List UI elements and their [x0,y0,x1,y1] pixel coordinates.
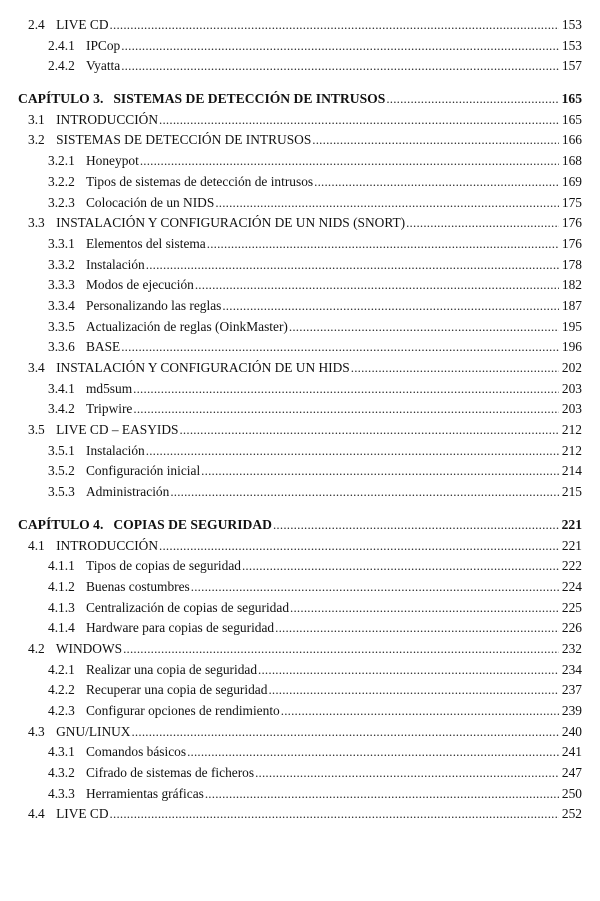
toc-entry-line [48,236,582,257]
toc-entry-line [28,538,582,559]
toc-entry-section[interactable] [0,422,600,443]
dot-leader [312,132,559,148]
toc-entry-page: 212 [561,422,582,438]
toc-entry-title: WINDOWS [52,640,123,656]
toc-entry-number: 3.3.4 [48,297,75,313]
dot-leader [110,806,559,822]
toc-entry-line [28,132,582,153]
dot-leader [159,538,559,554]
toc-entry-line [28,724,582,745]
toc-entry-text [28,724,130,740]
toc-entry-title: Colocación de un NIDS [86,194,215,210]
toc-entry-text [28,360,350,376]
dot-leader [205,786,559,802]
toc-entry-text [48,463,200,479]
table-of-contents [0,17,600,827]
toc-entry-page: 214 [561,463,582,479]
toc-entry-line [48,58,582,79]
toc-entry-page: 232 [561,640,582,656]
toc-entry-title: IPCop [86,37,121,53]
toc-entry-sub[interactable] [0,195,600,216]
toc-entry-text [48,703,280,719]
dot-leader [131,724,559,740]
toc-entry-sub[interactable] [0,662,600,683]
toc-entry-number: 4.1.4 [48,620,75,636]
toc-entry-number: 4.3.2 [48,765,75,781]
toc-entry-text [28,132,311,148]
toc-entry-line [48,703,582,724]
toc-entry-title: md5sum [86,380,133,396]
toc-entry-sub[interactable] [0,277,600,298]
dot-leader [258,662,559,678]
toc-entry-text [48,339,120,355]
toc-entry-number: 3.3.5 [48,318,75,334]
toc-entry-line [48,620,582,641]
dot-leader [121,58,559,74]
toc-entry-page: 221 [561,516,582,532]
toc-entry-line [28,112,582,133]
toc-entry-title: Configuración inicial [86,463,201,479]
toc-entry-page: 178 [561,256,582,272]
toc-entry-number: CAPÍTULO 3. [18,91,104,107]
toc-entry-text [48,195,214,211]
toc-entry-number: 4.4 [28,806,45,822]
toc-entry-text [48,298,221,314]
dot-leader [406,215,559,231]
toc-entry-line [28,806,582,827]
toc-entry-sub[interactable] [0,298,600,319]
toc-entry-page: 165 [561,91,582,107]
toc-entry-page: 215 [561,484,582,500]
toc-entry-sub[interactable] [0,174,600,195]
dot-leader [386,91,559,107]
toc-entry-text [48,682,267,698]
toc-entry-page: 203 [561,401,582,417]
toc-entry-text [48,600,289,616]
toc-entry-page: 166 [561,132,582,148]
toc-entry-title: Personalizando las reglas [86,297,222,313]
dot-leader [314,174,559,190]
toc-entry-line [48,277,582,298]
toc-entry-page: 157 [561,58,582,74]
toc-entry-line [28,17,582,38]
dot-leader [146,257,559,273]
dot-leader [110,17,559,33]
toc-entry-sub[interactable] [0,620,600,641]
toc-entry-page: 221 [561,537,582,553]
toc-entry-title: Hardware para copias de seguridad [86,620,275,636]
toc-entry-text [48,257,145,273]
toc-entry-sub[interactable] [0,703,600,724]
toc-entry-line [48,484,582,505]
toc-entry-number: 3.5 [28,422,45,438]
toc-entry-sub[interactable] [0,600,600,621]
toc-entry-line [48,339,582,360]
toc-entry-title: INSTALACIÓN Y CONFIGURACIÓN DE UN NIDS (SNORT) [52,215,406,231]
toc-entry-number: 3.3.2 [48,256,75,272]
toc-entry-text [48,484,169,500]
dot-leader [207,236,559,252]
toc-entry-sub[interactable] [0,236,600,257]
toc-entry-sub[interactable] [0,579,600,600]
toc-entry-title: LIVE CD [52,17,109,32]
chapter-gap [0,79,600,91]
toc-entry-number: 3.2 [28,132,45,148]
toc-entry-title: INSTALACIÓN Y CONFIGURACIÓN DE UN HIDS [52,360,350,375]
toc-entry-page: 202 [561,360,582,375]
toc-entry-page: 187 [561,297,582,313]
toc-entry-number: 2.4.2 [48,58,75,74]
toc-entry-section[interactable] [0,132,600,153]
toc-entry-number: 3.5.3 [48,484,75,500]
toc-entry-line [48,786,582,807]
toc-entry-text [48,744,186,760]
toc-entry-text [48,381,132,397]
dot-leader [159,112,559,128]
dot-leader [290,600,559,616]
toc-entry-title: Modos de ejecución [86,277,194,293]
dot-leader [187,744,559,760]
toc-entry-section[interactable] [0,360,600,381]
toc-entry-title: Recuperar una copia de seguridad [86,682,268,698]
toc-entry-text [48,765,254,781]
toc-entry-page: 226 [561,620,582,636]
toc-entry-number: 4.2.1 [48,661,75,677]
toc-entry-page: 241 [561,744,582,760]
toc-entry-line [48,579,582,600]
toc-entry-page: 153 [561,37,582,53]
toc-entry-number: 3.4.2 [48,401,75,417]
toc-entry-page: 153 [561,17,582,32]
toc-entry-number: 4.3 [28,723,45,739]
toc-entry-title: SISTEMAS DE DETECCIÓN DE INTRUSOS [52,132,312,148]
toc-entry-sub[interactable] [0,339,600,360]
toc-entry-page: 250 [561,785,582,801]
toc-entry-page: 168 [561,153,582,169]
toc-entry-page: 237 [561,682,582,698]
toc-entry-number: 4.1.2 [48,578,75,594]
toc-entry-number: 3.3.3 [48,277,75,293]
toc-entry-number: 3.4.1 [48,380,75,396]
toc-entry-text [48,153,139,169]
toc-entry-title: INTRODUCCIÓN [52,537,159,553]
toc-entry-line [28,360,582,381]
dot-leader [275,620,559,636]
toc-entry-page: 203 [561,380,582,396]
toc-entry-title: Herramientas gráficas [86,785,204,801]
toc-entry-text [48,174,313,190]
toc-entry-title: Honeypot [86,153,139,169]
toc-entry-title: Cifrado de sistemas de ficheros [86,765,255,781]
toc-entry-title: Tripwire [86,401,133,417]
toc-entry-text [48,319,288,335]
toc-entry-line [48,381,582,402]
dot-leader [140,153,559,169]
toc-entry-text [48,558,241,574]
toc-entry-line [48,153,582,174]
toc-entry-number: 2.4.1 [48,37,75,53]
toc-entry-page: 175 [561,194,582,210]
toc-entry-number: 3.2.2 [48,173,75,189]
toc-entry-title: GNU/LINUX [52,723,131,739]
toc-entry-line [18,517,582,538]
toc-entry-section[interactable] [0,538,600,559]
toc-entry-title: Administración [86,484,170,500]
toc-entry-line [48,600,582,621]
toc-entry-line [48,38,582,59]
dot-leader [191,579,559,595]
toc-entry-section[interactable] [0,724,600,745]
toc-entry-sub[interactable] [0,765,600,786]
toc-entry-page: 234 [561,661,582,677]
toc-entry-line [48,463,582,484]
toc-entry-sub[interactable] [0,257,600,278]
toc-entry-text [18,91,385,107]
dot-leader [273,517,559,533]
dot-leader [121,339,559,355]
toc-entry-title: Tipos de sistemas de detección de intrusos [86,173,314,189]
toc-entry-text [28,112,158,128]
toc-entry-page: 212 [561,442,582,458]
toc-entry-title: Instalación [86,442,145,458]
toc-entry-line [48,558,582,579]
toc-entry-line [28,641,582,662]
toc-entry-number: 4.1.1 [48,558,75,574]
dot-leader [146,443,559,459]
toc-entry-page: 239 [561,703,582,718]
toc-entry-section[interactable] [0,806,600,827]
dot-leader [123,641,559,657]
toc-entry-text [28,215,405,231]
toc-entry-text [48,236,206,252]
toc-entry-line [48,319,582,340]
toc-entry-line [48,195,582,216]
toc-entry-page: 240 [561,723,582,739]
toc-entry-number: 3.3 [28,215,45,231]
toc-entry-section[interactable] [0,112,600,133]
toc-entry-title: Realizar una copia de seguridad [86,661,258,677]
toc-entry-chapter[interactable] [0,91,600,112]
toc-entry-sub[interactable] [0,38,600,59]
toc-entry-line [48,744,582,765]
toc-entry-text [18,517,272,533]
toc-entry-title: Instalación [86,256,145,272]
toc-entry-line [48,682,582,703]
toc-entry-text [48,620,274,636]
toc-entry-text [28,538,158,554]
toc-entry-page: 176 [561,215,582,231]
toc-entry-title: Buenas costumbres [86,578,190,594]
toc-entry-line [48,662,582,683]
toc-entry-page: 225 [561,599,582,615]
dot-leader [268,682,559,698]
toc-entry-number: 3.3.6 [48,339,75,355]
toc-entry-title: COPIAS DE SEGURIDAD [113,516,272,532]
toc-entry-line [48,174,582,195]
dot-leader [133,401,559,417]
chapter-gap [0,505,600,517]
dot-leader [255,765,559,781]
toc-entry-text [28,641,122,657]
toc-entry-title: Elementos del sistema [86,235,206,251]
toc-entry-page: 196 [561,339,582,355]
dot-leader [133,381,559,397]
toc-entry-text [48,401,132,417]
toc-entry-sub[interactable] [0,319,600,340]
toc-entry-title: LIVE CD [52,806,109,822]
toc-entry-title: BASE [86,339,121,355]
toc-entry-number: 4.1.3 [48,599,75,615]
toc-entry-line [28,215,582,236]
toc-entry-number: 3.5.2 [48,463,75,479]
toc-entry-number: 4.2.2 [48,682,75,698]
toc-entry-number: 4.3.3 [48,785,75,801]
toc-entry-sub[interactable] [0,558,600,579]
toc-entry-page: 165 [561,111,582,127]
dot-leader [195,277,559,293]
toc-entry-number: 4.2.3 [48,703,75,718]
toc-entry-number: 4.2 [28,640,45,656]
toc-entry-text [48,38,120,54]
toc-entry-page: 176 [561,235,582,251]
dot-leader [281,703,559,719]
toc-entry-sub[interactable] [0,153,600,174]
toc-entry-text [28,422,178,438]
toc-entry-line [48,443,582,464]
toc-entry-text [48,579,190,595]
toc-entry-sub[interactable] [0,682,600,703]
toc-entry-number: 3.5.1 [48,442,75,458]
toc-entry-sub[interactable] [0,401,600,422]
toc-entry-section[interactable] [0,215,600,236]
toc-entry-text [28,806,109,822]
toc-entry-title: LIVE CD – EASYIDS [52,422,179,438]
toc-entry-number: 3.4 [28,360,45,375]
toc-entry-number: 4.3.1 [48,744,75,760]
toc-entry-page: 169 [561,173,582,189]
toc-entry-sub[interactable] [0,484,600,505]
toc-entry-line [28,422,582,443]
toc-entry-text [48,58,120,74]
toc-entry-sub[interactable] [0,381,600,402]
toc-entry-line [18,91,582,112]
toc-entry-title: Configurar opciones de rendimiento [86,703,280,718]
toc-entry-title: Actualización de reglas (OinkMaster) [86,318,288,334]
toc-entry-number: 3.1 [28,111,45,127]
toc-entry-title: INTRODUCCIÓN [52,111,159,127]
dot-leader [201,463,559,479]
toc-entry-number: 2.4 [28,17,45,32]
toc-entry-page: 195 [561,318,582,334]
toc-entry-text [48,662,257,678]
dot-leader [242,558,559,574]
toc-entry-number: 4.1 [28,537,45,553]
toc-entry-title: Centralización de copias de seguridad [86,599,290,615]
toc-entry-sub[interactable] [0,58,600,79]
toc-entry-line [48,401,582,422]
toc-entry-page: 247 [561,765,582,781]
toc-entry-number: 3.2.3 [48,194,75,210]
toc-entry-line [48,765,582,786]
toc-entry-line [48,298,582,319]
toc-entry-number: 3.2.1 [48,153,75,169]
toc-entry-number: CAPÍTULO 4. [18,516,104,532]
toc-entry-text [48,277,194,293]
toc-entry-page: 182 [561,277,582,293]
dot-leader [215,195,559,211]
dot-leader [289,319,559,335]
toc-entry-title: Vyatta [86,58,121,74]
toc-entry-title: SISTEMAS DE DETECCIÓN DE INTRUSOS [113,91,386,107]
toc-entry-text [48,786,204,802]
dot-leader [351,360,559,376]
toc-entry-page: 222 [561,558,582,574]
toc-entry-sub[interactable] [0,463,600,484]
toc-entry-section[interactable] [0,17,600,38]
dot-leader [179,422,559,438]
toc-entry-section[interactable] [0,641,600,662]
toc-entry-text [28,17,109,33]
dot-leader [121,38,559,54]
toc-entry-page: 224 [561,578,582,594]
toc-entry-line [48,257,582,278]
toc-entry-sub[interactable] [0,786,600,807]
toc-entry-sub[interactable] [0,744,600,765]
toc-entry-number: 3.3.1 [48,235,75,251]
toc-entry-sub[interactable] [0,443,600,464]
dot-leader [222,298,559,314]
toc-entry-page: 252 [561,806,582,822]
toc-entry-title: Comandos básicos [86,744,187,760]
toc-entry-title: Tipos de copias de seguridad [86,558,241,574]
toc-entry-text [48,443,145,459]
dot-leader [170,484,559,500]
toc-entry-chapter[interactable] [0,517,600,538]
